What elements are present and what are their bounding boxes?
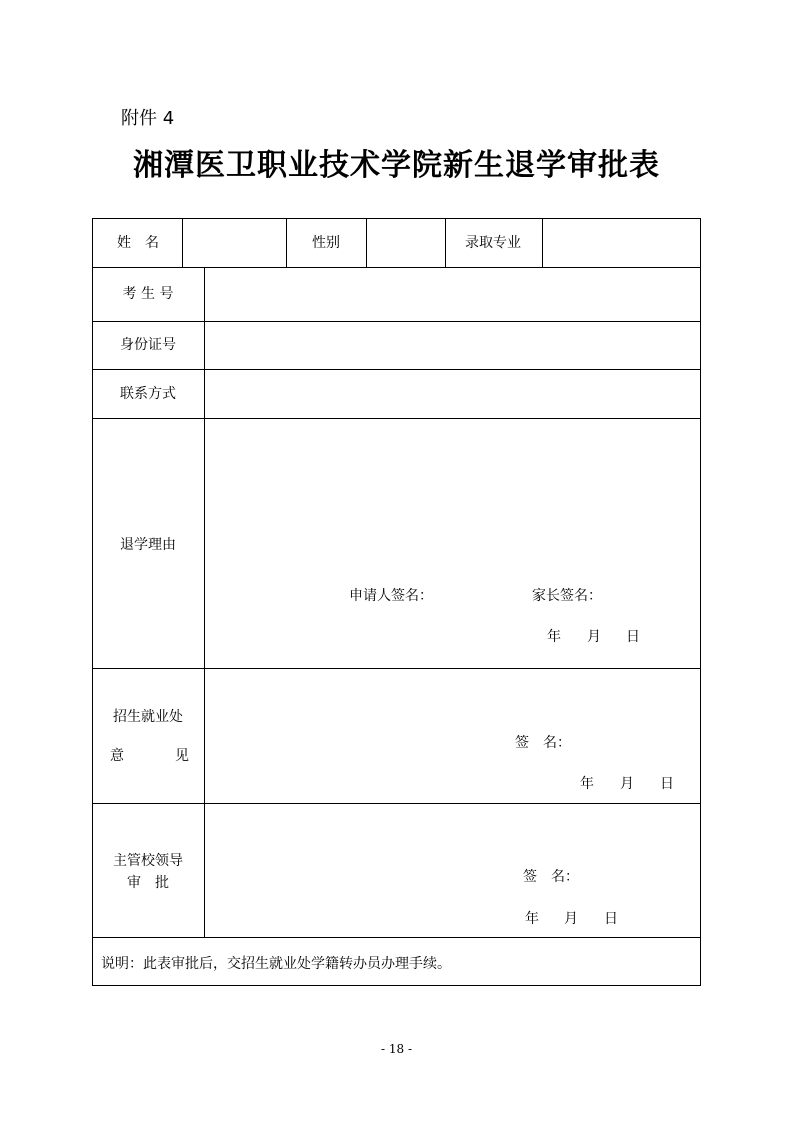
major-label: 录取专业 (465, 235, 521, 251)
col-divider (445, 219, 446, 267)
page-title: 湘潭医卫职业技术学院新生退学审批表 (133, 148, 660, 183)
leader-year: 年 (525, 911, 539, 927)
admissions-month: 月 (620, 776, 634, 792)
gender-field[interactable] (367, 220, 444, 266)
reason-label: 退学理由 (120, 537, 176, 553)
leader-signature-label: 签 名： (523, 869, 579, 885)
gender-label: 性别 (312, 235, 340, 251)
row-divider (93, 937, 700, 938)
leader-label-line1: 主管校领导 (113, 853, 183, 869)
leader-day: 日 (604, 911, 618, 927)
contact-label: 联系方式 (120, 386, 176, 402)
reason-month: 月 (587, 629, 601, 645)
exam-no-label: 考 生 号 (122, 286, 174, 302)
admissions-opinion-field[interactable] (205, 669, 700, 729)
admissions-day: 日 (660, 776, 674, 792)
id-no-field[interactable] (205, 322, 700, 368)
withdrawal-approval-form (92, 218, 701, 986)
admissions-label-opinion-a: 意 (110, 748, 124, 764)
leader-label-line2: 审 批 (127, 875, 169, 891)
reason-day: 日 (626, 629, 640, 645)
form-note: 说明：此表审批后，交招生就业处学籍转办员办理手续。 (101, 956, 451, 972)
name-field[interactable] (183, 220, 285, 266)
name-label: 姓 名 (117, 235, 159, 251)
reason-year: 年 (547, 629, 561, 645)
attachment-label: 附件 4 (121, 108, 175, 129)
page-number: - 18 - (380, 1042, 412, 1056)
admissions-signature-label: 签 名： (515, 735, 571, 751)
col-divider (286, 219, 287, 267)
major-field[interactable] (543, 220, 700, 266)
admissions-label-opinion-b: 见 (175, 748, 189, 764)
id-no-label: 身份证号 (120, 337, 176, 353)
parent-signature-label: 家长签名： (532, 588, 602, 604)
leader-approval-field[interactable] (205, 804, 700, 859)
contact-field[interactable] (205, 370, 700, 417)
leader-month: 月 (564, 911, 578, 927)
exam-no-field[interactable] (205, 268, 700, 320)
admissions-year: 年 (580, 776, 594, 792)
applicant-signature-label: 申请人签名： (349, 588, 433, 604)
admissions-label-line1: 招生就业处 (113, 709, 183, 725)
reason-field[interactable] (205, 419, 700, 579)
